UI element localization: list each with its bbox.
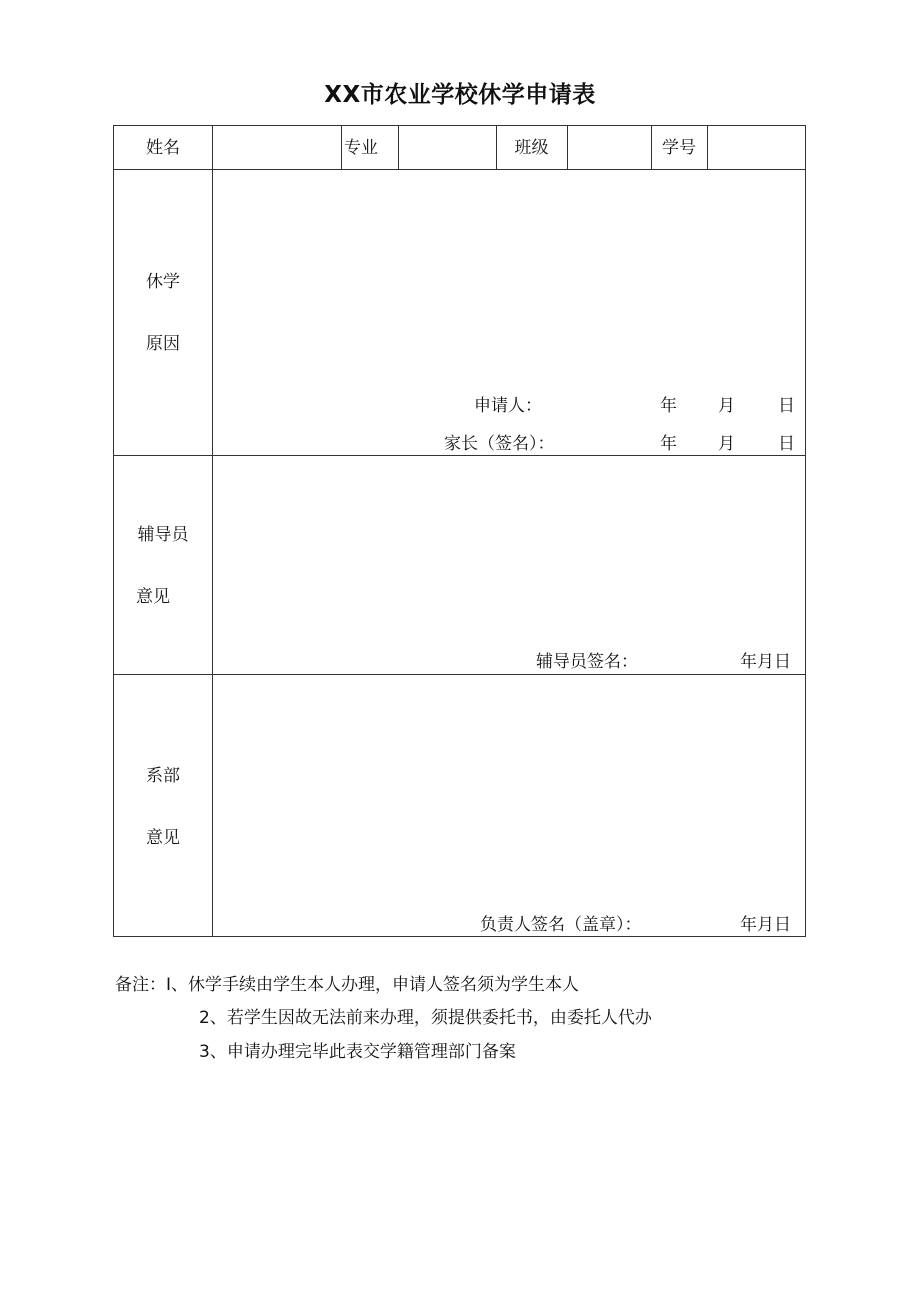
parent-day: 日 bbox=[778, 434, 795, 454]
student-id-field[interactable] bbox=[708, 127, 804, 168]
counselor-label-line1: 辅导员 bbox=[137, 525, 189, 545]
parent-signature-label: 家长（签名）： bbox=[444, 434, 555, 454]
applicant-month: 月 bbox=[718, 396, 735, 416]
major-label: 专业 bbox=[344, 138, 378, 158]
applicant-day: 日 bbox=[778, 396, 795, 416]
counselor-signature-label: 辅导员签名： bbox=[536, 652, 638, 672]
name-label: 姓名 bbox=[146, 138, 180, 158]
application-form-table bbox=[113, 125, 806, 937]
department-label-line1: 系部 bbox=[146, 766, 180, 786]
reason-label-line1: 休学 bbox=[146, 272, 180, 292]
department-signature-label: 负责人签名（盖章）： bbox=[480, 915, 642, 935]
counselor-opinion-area[interactable] bbox=[213, 456, 805, 636]
note-item-1: I、休学手续由学生本人办理，申请人签名须为学生本人 bbox=[166, 975, 580, 995]
counselor-date-label: 年月日 bbox=[740, 652, 791, 672]
reason-text-area[interactable] bbox=[213, 170, 805, 390]
note-item-3: 3、申请办理完毕此表交学籍管理部门备案 bbox=[199, 1042, 516, 1062]
major-field[interactable] bbox=[399, 127, 495, 168]
notes-prefix: 备注： bbox=[115, 975, 166, 995]
class-label: 班级 bbox=[514, 138, 549, 158]
student-id-label: 学号 bbox=[662, 138, 696, 158]
form-title: XX市农业学校休学申请表 bbox=[324, 82, 596, 108]
applicant-signature-label: 申请人： bbox=[474, 396, 542, 416]
department-date-label: 年月日 bbox=[740, 915, 791, 935]
column-divider bbox=[341, 126, 342, 169]
parent-month: 月 bbox=[718, 434, 735, 454]
applicant-year: 年 bbox=[660, 396, 677, 416]
counselor-label-line2: 意见 bbox=[136, 587, 170, 607]
department-label-line2: 意见 bbox=[146, 828, 180, 848]
department-opinion-area[interactable] bbox=[213, 675, 805, 895]
name-field[interactable] bbox=[213, 127, 340, 168]
note-item-2: 2、若学生因故无法前来办理，须提供委托书，由委托人代办 bbox=[199, 1008, 652, 1028]
reason-label-line2: 原因 bbox=[146, 334, 180, 354]
class-field[interactable] bbox=[568, 127, 650, 168]
parent-year: 年 bbox=[660, 434, 677, 454]
